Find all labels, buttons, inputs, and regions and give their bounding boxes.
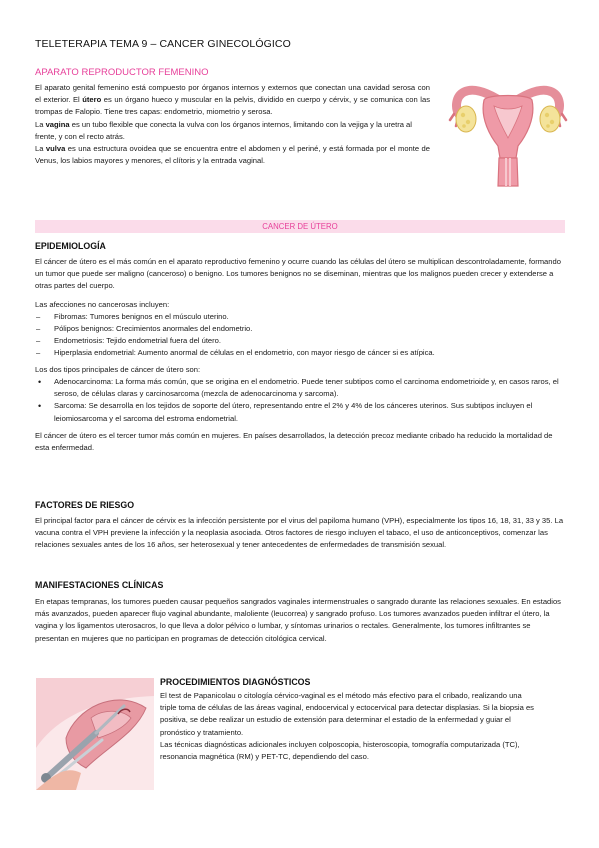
intro-paragraph-vagina — [35, 119, 430, 143]
manifestaciones-paragraph: En etapas tempranas, los tumores pueden causar pequeños sangrados vaginales intermenstruales o sangrado durante las relaciones sexuales. En estadios más avanzados, pueden aparecer flujo vaginal abundante, maloliente (leucorrea) y sangrado profuso. Los tumores avanzados pueden infiltrar el útero, la vagina y los ligamentos uterosacros, lo que lleva a dolor pélvico o lumbar, y síntomas urinarios o rectales. Generalmente, los tumores infiltrantes se presentan en mujeres que no participan en programas de detección citológica cervical. — [35, 597, 561, 643]
manifestaciones-block — [35, 596, 565, 645]
list-item: • Sarcoma: Se desarrolla en los tejidos de soporte del útero, representando entre el 2% y 4% de los cánceres uterinos. Sus subtipos incluyen el leiomiosarcoma y el sarcoma del estroma endometrial. — [35, 400, 565, 424]
factores-block — [35, 515, 565, 552]
list-item: – Fibromas: Tumores benignos en el músculo uterino. — [35, 311, 565, 323]
intro-text — [35, 82, 430, 167]
heading-procedimientos: PROCEDIMIENTOS DIAGNÓSTICOS — [160, 677, 311, 687]
section-title-aparato: APARATO REPRODUCTOR FEMENINO — [35, 67, 209, 78]
tipos-intro: Los dos tipos principales de cáncer de útero son: — [35, 364, 201, 374]
intro-p2-pre: La — [35, 119, 46, 129]
term-vulva: vulva — [45, 144, 66, 154]
intro-p3-pre: La — [35, 144, 46, 154]
heading-factores-riesgo: FACTORES DE RIESGO — [35, 500, 135, 510]
list-item: • Adenocarcinoma: La forma más común, que se origina en el endometrio. Puede tener subtipos como el carcinoma endometrioide y, en casos raros, el seroso, de células claras y carcinosarcoma (mezcla de adenocarcinoma y sarcoma). — [35, 376, 565, 400]
term-vagina: vagina — [45, 119, 70, 129]
epidemiologia-final-paragraph: El cáncer de útero es el tercer tumor más común en mujeres. En países desarrollados, la detección precoz mediante cribado ha reducido la mortalidad de esta enfermedad. — [35, 430, 553, 453]
intro-p1-text: El aparato genital femenino está compuesto por órganos internos y externos que conectan una cavidad serosa con el exterior. El — [35, 83, 430, 105]
section-banner-cancer-utero: CANCER DE ÚTERO — [35, 220, 565, 233]
procedimientos-paragraph-1: El test de Papanicolau o citología cérvico-vaginal es el método más efectivo para el cribado, realizando una triple toma de células de las áreas vaginal, endocervical y ectocervical para detectar displasias. Si la biopsia es positiva, se debe realizar un estudio de extensión para determinar el estadio de la enfermedad y guiar el pronóstico y tratamiento. — [160, 691, 534, 737]
afecciones-intro: Las afecciones no cancerosas incluyen: — [35, 299, 170, 309]
uterus-illustration — [446, 66, 571, 191]
intro-paragraph-vulva — [35, 143, 430, 167]
list-item: – Hiperplasia endometrial: Aumento anormal de células en el endometrio, con mayor riesgo de cáncer si es atípica. — [35, 347, 565, 359]
document-title: TELETERAPIA TEMA 9 – CANCER GINECOLÓGICO — [35, 38, 291, 50]
tipos-list — [35, 376, 565, 425]
factores-paragraph: El principal factor para el cáncer de cérvix es la infección persistente por el virus del papiloma humano (VPH), especialmente los tipos 16, 18, 31, 33 y 35. La vacuna contra el VPH previene la infección y la neoplasia asociada. Otros factores de riesgo incluyen el tabaco, el uso de anticonceptivos, comenzar las relaciones sexuales antes de los 16 años, ser heterosexual y tener antecedentes de enfermedades de transmisión sexual. — [35, 516, 564, 550]
afecciones-list — [35, 311, 565, 359]
procedimientos-block — [160, 690, 540, 763]
intro-p2-rest: es un tubo flexible que conecta la vulva con los órganos internos, limitando con la vejiga y la uretra al frente, y con el recto atrás. — [35, 119, 412, 141]
heading-epidemiologia: EPIDEMIOLOGÍA — [35, 241, 106, 251]
intro-p3-rest: es una estructura ovoidea que se encuentra entre el abdomen y el periné, y está formada por el monte de Venus, los labios mayores y menores, el clítoris y la entrada vaginal. — [35, 144, 430, 166]
intro-paragraph-utero — [35, 82, 430, 119]
speculum-exam-illustration — [36, 678, 154, 790]
term-utero: útero — [82, 95, 102, 105]
list-item: – Pólipos benignos: Crecimientos anormales del endometrio. — [35, 323, 565, 335]
procedimientos-paragraph-2: Las técnicas diagnósticas adicionales incluyen colposcopia, histeroscopia, tomografía computarizada (TC), resonancia magnética (RM) y PET-TC, dependiendo del caso. — [160, 739, 520, 762]
epidemiologia-paragraph: El cáncer de útero es el más común en el aparato reproductivo femenino y ocurre cuando las células del útero se multiplican descontroladamente, formando un tumor que puede ser maligno (canceroso) o benigno. Los tumores benignos no se diseminan, mientras que los malignos pueden crecer y extenderse a otras partes del cuerpo. — [35, 257, 561, 291]
list-item: – Endometriosis: Tejido endometrial fuera del útero. — [35, 335, 565, 347]
epidemiologia-block — [35, 256, 565, 454]
intro-p1-rest: es un órgano hueco y muscular en la pelvis, dividido en cuerpo y cérvix, y se comunica con las trompas de Falopio. Tiene tres capas: endometrio, miometrio y serosa. — [35, 95, 430, 117]
heading-manifestaciones: MANIFESTACIONES CLÍNICAS — [35, 580, 164, 590]
